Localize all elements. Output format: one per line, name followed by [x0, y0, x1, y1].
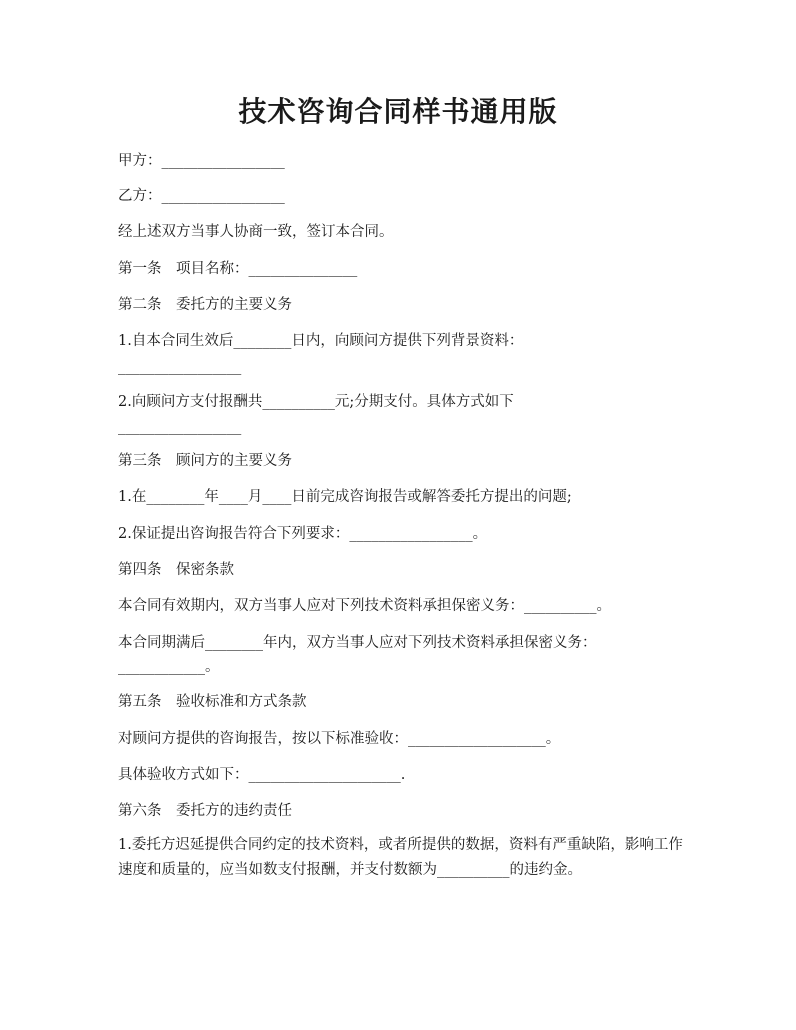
article-2-item-1-blank: _________________ [118, 359, 242, 375]
article-5-heading: 第五条 验收标准和方式条款 [118, 694, 307, 710]
article-6-heading: 第六条 委托方的违约责任 [118, 803, 292, 819]
agreement-intro: 经上述双方当事人协商一致，签订本合同。 [118, 224, 394, 240]
article-3-item-1: 1.在________年____月____日前完成咨询报告或解答委托方提出的问题; [118, 489, 572, 505]
party-b-line: 乙方：_________________ [118, 188, 285, 204]
article-3-item-2: 2.保证提出咨询报告符合下列要求：_________________。 [118, 526, 488, 542]
party-a-line: 甲方：_________________ [118, 153, 285, 169]
article-4-para-2: 本合同期满后________年内，双方当事人应对下列技术资料承担保密义务： [118, 635, 597, 651]
article-5-para-2: 具体验收方式如下：_____________________. [118, 767, 406, 783]
article-1-heading: 第一条 项目名称：_______________ [118, 261, 358, 277]
article-3-heading: 第三条 顾问方的主要义务 [118, 453, 292, 469]
article-2-item-1: 1.自本合同生效后________日内，向顾问方提供下列背景资料： [118, 333, 524, 349]
article-4-para-2-blank: ____________。 [118, 659, 220, 675]
article-2-heading: 第二条 委托方的主要义务 [118, 297, 292, 313]
document-title: 技术咨询合同样书通用版 [238, 95, 558, 128]
article-2-item-2: 2.向顾问方支付报酬共__________元;分期支付。具体方式如下 [118, 394, 514, 410]
article-4-heading: 第四条 保密条款 [118, 562, 234, 578]
article-2-item-2-blank: _________________ [118, 419, 242, 435]
article-6-item-1: 1.委托方迟延提供合同约定的技术资料，或者所提供的数据，资料有严重缺陷，影响工作速度和质量的，应当如数支付报酬，并支付数额为__________的违约金。 [118, 837, 683, 878]
article-4-para-1: 本合同有效期内，双方当事人应对下列技术资料承担保密义务：__________。 [118, 598, 611, 614]
article-5-para-1: 对顾问方提供的咨询报告，按以下标准验收：___________________。 [118, 731, 561, 747]
